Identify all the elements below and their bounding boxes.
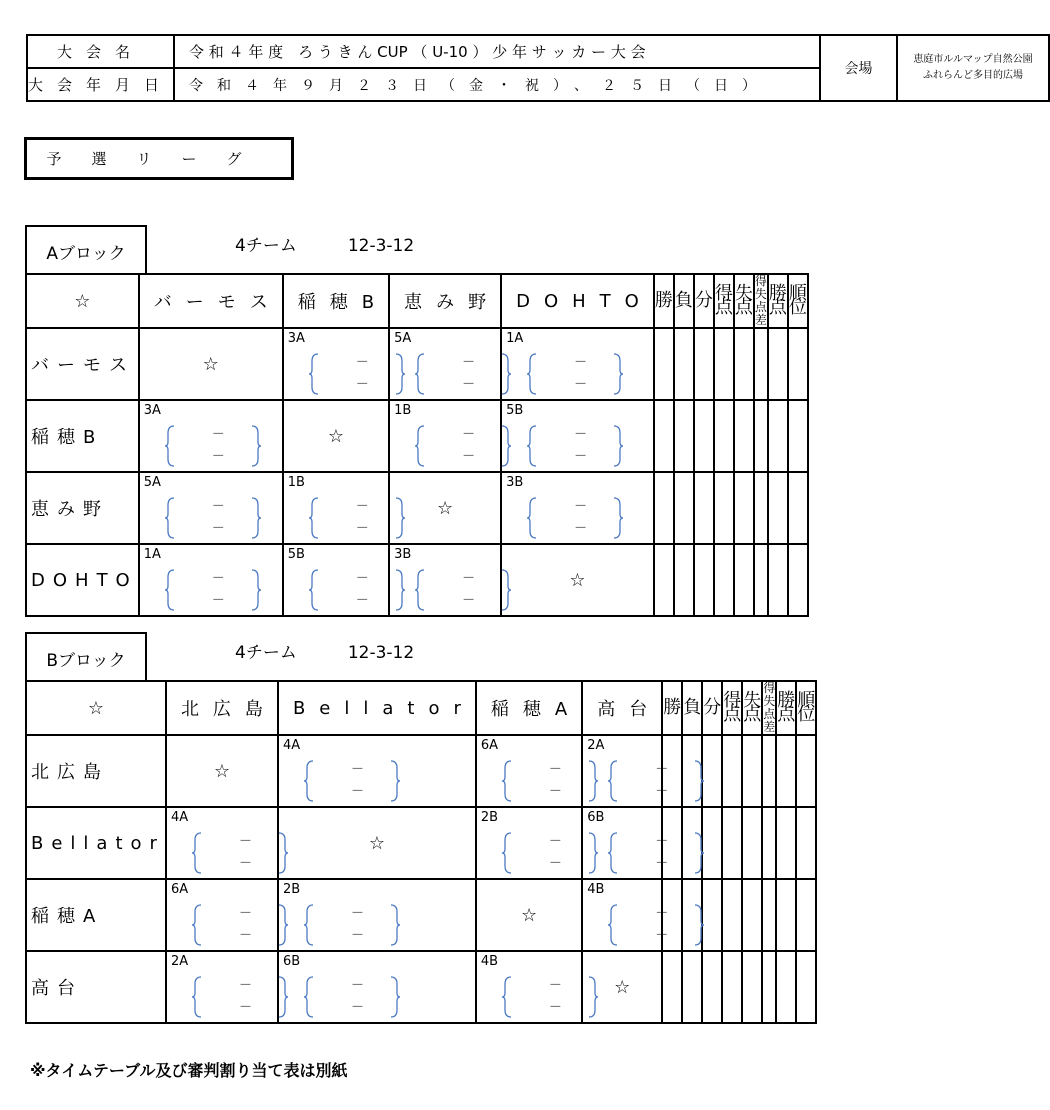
column-team-name: バーモス [139,274,283,328]
stat-cell[interactable] [694,544,714,616]
row-team-name: 高台 [26,951,166,1023]
match-cell[interactable] [166,807,278,879]
score-dash-2: － [574,449,588,464]
left-brace-icon [526,353,540,395]
score-dash-2: － [655,928,669,943]
right-brace-icon [610,353,624,395]
stat-cell[interactable] [788,328,808,400]
venue-line-2: ふれらんど多目的広場 [922,70,1023,81]
stat-header: 順位 [788,274,808,328]
stat-cell[interactable] [694,472,714,544]
column-team-name: Bellator [278,681,476,735]
score-dash-1: － [211,427,225,442]
stat-cell[interactable] [714,472,734,544]
score-dash-2: － [211,521,225,536]
left-brace-icon [303,976,317,1018]
match-cell[interactable] [278,735,476,807]
score-dash-2: － [238,928,252,943]
match-code: 2A [170,954,189,969]
stat-header: 失点 [742,681,762,735]
stat-cell[interactable] [674,544,694,616]
column-team-name: 北広島 [166,681,278,735]
stat-cell[interactable] [776,735,796,807]
match-code: 1A [143,547,161,562]
row-team-name: Bellator [26,807,166,879]
score-dash-2: － [655,784,669,799]
score-dash-2: － [655,856,669,871]
score-dash-2: － [238,1000,252,1015]
match-cell[interactable] [389,328,501,400]
match-cell[interactable] [166,879,278,951]
stat-cell[interactable] [714,544,734,616]
stat-cell[interactable] [714,400,734,472]
stat-header: 得失点差 [763,681,776,734]
venue-label: 会場 [820,35,897,101]
stat-header: 得点 [714,274,734,328]
score-dash-2: － [350,784,364,799]
tournament-date-value: 令和４年９月２３日（金・祝）、２５日（日） [174,68,820,101]
stat-cell[interactable] [754,400,768,472]
footer-note: ※タイムテーブル及び審判割り当て表は別紙 [30,1061,348,1080]
score-dash-1: － [355,571,369,586]
team-row [26,735,816,807]
stat-header: 勝点 [776,681,796,735]
stat-cell[interactable] [702,735,722,807]
stat-cell[interactable] [742,879,762,951]
score-dash-2: － [462,593,476,608]
stat-cell[interactable] [722,879,742,951]
stat-cell[interactable] [682,735,702,807]
stat-cell[interactable] [776,807,796,879]
score-dash-1: － [462,427,476,442]
right-brace-icon [248,425,262,467]
left-brace-icon [191,976,205,1018]
match-code: 2B [282,882,301,897]
stat-cell[interactable] [754,472,768,544]
score-dash-2: － [211,593,225,608]
left-brace-icon [526,497,540,539]
stat-cell[interactable] [734,544,754,616]
score-dash-2: － [574,521,588,536]
team-row [26,807,816,879]
match-cell[interactable] [582,807,669,879]
self-match-star: ☆ [582,951,662,1023]
match-cell[interactable] [139,400,283,472]
stat-cell[interactable] [702,879,722,951]
score-dash-2: － [462,377,476,392]
preliminary-league-title: 予選リーグ [24,137,294,180]
stat-header: 勝点 [768,274,788,328]
stat-cell[interactable] [662,879,682,951]
stat-cell[interactable] [742,807,762,879]
stat-cell[interactable] [796,879,816,951]
stat-cell[interactable] [754,544,768,616]
stat-cell[interactable] [654,544,674,616]
right-brace-icon [610,425,624,467]
score-dash-2: － [574,377,588,392]
match-code: 1B [287,475,305,490]
column-team-name: 稲穂A [476,681,582,735]
match-code: 3A [287,331,305,346]
score-dash-2: － [548,1000,562,1015]
stat-cell[interactable] [796,807,816,879]
score-dash-1: － [548,978,562,993]
stat-cell[interactable] [662,807,682,879]
match-cell[interactable] [139,544,283,616]
stat-cell[interactable] [714,328,734,400]
stat-cell[interactable] [768,400,788,472]
score-dash-2: － [355,593,369,608]
match-code: 6A [170,882,189,897]
column-team-name: DOHTO [501,274,654,328]
self-match-star: ☆ [283,400,389,472]
stat-cell[interactable] [762,879,776,951]
stat-header: 得点 [722,681,742,735]
stat-cell[interactable] [674,400,694,472]
score-dash-2: － [355,521,369,536]
score-dash-1: － [350,762,364,777]
score-dash-1: － [211,499,225,514]
score-dash-2: － [211,449,225,464]
left-brace-icon [414,569,428,611]
left-brace-icon [308,353,322,395]
score-dash-1: － [574,355,588,370]
stat-cell[interactable] [776,951,796,1023]
match-code: 5A [143,475,161,490]
stat-cell[interactable] [682,951,702,1023]
stat-cell[interactable] [788,400,808,472]
score-dash-2: － [238,856,252,871]
stat-cell[interactable] [788,544,808,616]
match-cell[interactable] [389,544,501,616]
left-brace-icon [501,976,515,1018]
score-dash-1: － [211,571,225,586]
stat-header: 勝 [654,274,674,328]
match-code: 3B [394,547,412,562]
score-dash-1: － [238,834,252,849]
stat-cell[interactable] [788,472,808,544]
left-brace-icon [308,497,322,539]
block-info: 4チーム 12-3-12 [235,643,415,663]
stat-cell[interactable] [682,807,702,879]
match-cell[interactable] [166,951,278,1023]
stat-cell[interactable] [702,807,722,879]
stat-header: 分 [702,681,722,735]
score-dash-1: － [462,571,476,586]
league-table [25,273,809,617]
match-code: 1A [506,331,524,346]
stat-cell[interactable] [768,472,788,544]
stat-header: 失点 [734,274,754,328]
stat-cell[interactable] [734,328,754,400]
tournament-date-label: 大会年月日 [27,68,174,101]
self-match-star: ☆ [389,472,501,544]
score-dash-2: － [548,856,562,871]
column-team-name: 恵み野 [389,274,501,328]
row-team-name: バーモス [26,328,139,400]
match-cell[interactable] [476,951,582,1023]
stat-cell[interactable] [694,328,714,400]
self-match-star: ☆ [476,879,582,951]
match-cell[interactable] [283,328,389,400]
tournament-name-label: 大会名 [27,35,174,68]
self-match-star: ☆ [139,328,283,400]
stat-cell[interactable] [654,472,674,544]
stat-cell[interactable] [762,807,776,879]
row-team-name: 恵み野 [26,472,139,544]
score-dash-1: － [355,499,369,514]
stat-cell[interactable] [722,735,742,807]
match-cell[interactable] [582,879,669,951]
left-brace-icon [164,425,178,467]
match-code: 4B [480,954,499,969]
corner-star: ☆ [26,681,166,735]
column-team-name: 高台 [582,681,662,735]
row-team-name: 稲穂A [26,879,166,951]
match-code: 5B [287,547,305,562]
row-team-name: 稲穂B [26,400,139,472]
match-cell[interactable] [139,472,283,544]
row-team-name: 北広島 [26,735,166,807]
match-code: 1B [394,403,412,418]
left-brace-icon [164,497,178,539]
venue-value [897,35,1049,101]
left-brace-icon [607,904,621,946]
stat-cell[interactable] [776,879,796,951]
self-match-star: ☆ [166,735,278,807]
corner-star: ☆ [26,274,139,328]
left-brace-icon [501,760,515,802]
left-brace-icon [164,569,178,611]
match-cell[interactable] [582,735,669,807]
score-dash-1: － [574,499,588,514]
right-brace-icon [387,976,401,1018]
stat-cell[interactable] [796,951,816,1023]
stat-cell[interactable] [762,735,776,807]
match-code: 3A [143,403,161,418]
stat-cell[interactable] [662,735,682,807]
match-cell[interactable] [389,400,501,472]
match-code: 3B [506,475,524,490]
stat-header: 分 [694,274,714,328]
right-brace-icon [248,569,262,611]
score-dash-1: － [655,834,669,849]
match-cell[interactable] [278,951,476,1023]
tournament-header-table [26,34,1050,102]
left-brace-icon [303,904,317,946]
stat-cell[interactable] [722,807,742,879]
score-dash-1: － [355,355,369,370]
score-dash-2: － [548,784,562,799]
score-dash-1: － [548,762,562,777]
stat-cell[interactable] [742,951,762,1023]
score-dash-1: － [655,906,669,921]
left-brace-icon [526,425,540,467]
team-row [26,328,808,400]
score-dash-1: － [238,906,252,921]
score-dash-2: － [355,377,369,392]
left-brace-icon [191,904,205,946]
right-brace-icon [387,904,401,946]
right-brace-icon [610,497,624,539]
stat-cell[interactable] [654,328,674,400]
team-row [26,879,816,951]
team-row [26,951,816,1023]
stat-cell[interactable] [694,400,714,472]
left-brace-icon [414,425,428,467]
stat-cell[interactable] [734,400,754,472]
venue-line-1: 恵庭市ルルマップ自然公園 [913,54,1033,65]
score-dash-1: － [548,834,562,849]
stat-header: 勝 [662,681,682,735]
match-code: 5B [506,403,524,418]
match-code: 6B [587,810,605,825]
block-name: Bブロック [25,632,147,682]
match-code: 6B [282,954,301,969]
stat-cell[interactable] [742,735,762,807]
stat-cell[interactable] [768,544,788,616]
left-brace-icon [501,832,515,874]
match-cell[interactable] [278,879,476,951]
score-dash-2: － [462,449,476,464]
left-brace-icon [607,832,621,874]
right-brace-icon [387,760,401,802]
match-cell[interactable] [476,735,582,807]
match-cell[interactable] [283,544,389,616]
score-dash-2: － [350,1000,364,1015]
match-cell[interactable] [476,807,582,879]
league-table [25,680,817,1024]
stat-cell[interactable] [768,328,788,400]
left-brace-icon [308,569,322,611]
self-match-star: ☆ [501,544,654,616]
team-row [26,400,808,472]
stat-cell[interactable] [734,472,754,544]
stat-cell[interactable] [674,472,694,544]
self-match-star: ☆ [278,807,476,879]
score-dash-1: － [574,427,588,442]
stat-cell[interactable] [674,328,694,400]
stat-cell[interactable] [682,879,702,951]
match-cell[interactable] [501,328,654,400]
match-code: 2A [587,738,605,753]
block-name: Aブロック [25,225,147,275]
team-row [26,472,808,544]
score-dash-1: － [655,762,669,777]
score-dash-1: － [350,978,364,993]
score-dash-1: － [462,355,476,370]
stat-cell[interactable] [662,951,682,1023]
stat-header: 負 [682,681,702,735]
left-brace-icon [303,760,317,802]
score-dash-1: － [350,906,364,921]
left-brace-icon [191,832,205,874]
tournament-name-value: 令 和 ４ 年 度 ろ う き ん CUP （ U-10 ） 少 年 サ ッ カ ー 大 会 [174,35,820,68]
match-cell[interactable] [501,400,654,472]
stat-cell[interactable] [654,400,674,472]
stat-header: 得失点差 [754,274,767,327]
left-brace-icon [414,353,428,395]
stat-header: 負 [674,274,694,328]
stat-cell[interactable] [762,951,776,1023]
match-cell[interactable] [501,472,654,544]
match-code: 6A [480,738,499,753]
stat-cell[interactable] [796,735,816,807]
stat-cell[interactable] [754,328,768,400]
right-brace-icon [248,497,262,539]
match-code: 4A [282,738,301,753]
match-code: 2B [480,810,499,825]
match-cell[interactable] [283,472,389,544]
match-code: 4A [170,810,189,825]
match-code: 5A [394,331,412,346]
stat-header: 順位 [796,681,816,735]
score-dash-1: － [238,978,252,993]
column-team-name: 稲穂B [283,274,389,328]
stat-cell[interactable] [702,951,722,1023]
score-dash-2: － [350,928,364,943]
left-brace-icon [607,760,621,802]
match-code: 4B [587,882,605,897]
team-row [26,544,808,616]
stat-cell[interactable] [722,951,742,1023]
block-info: 4チーム 12-3-12 [235,236,415,256]
row-team-name: DOHTO [26,544,139,616]
